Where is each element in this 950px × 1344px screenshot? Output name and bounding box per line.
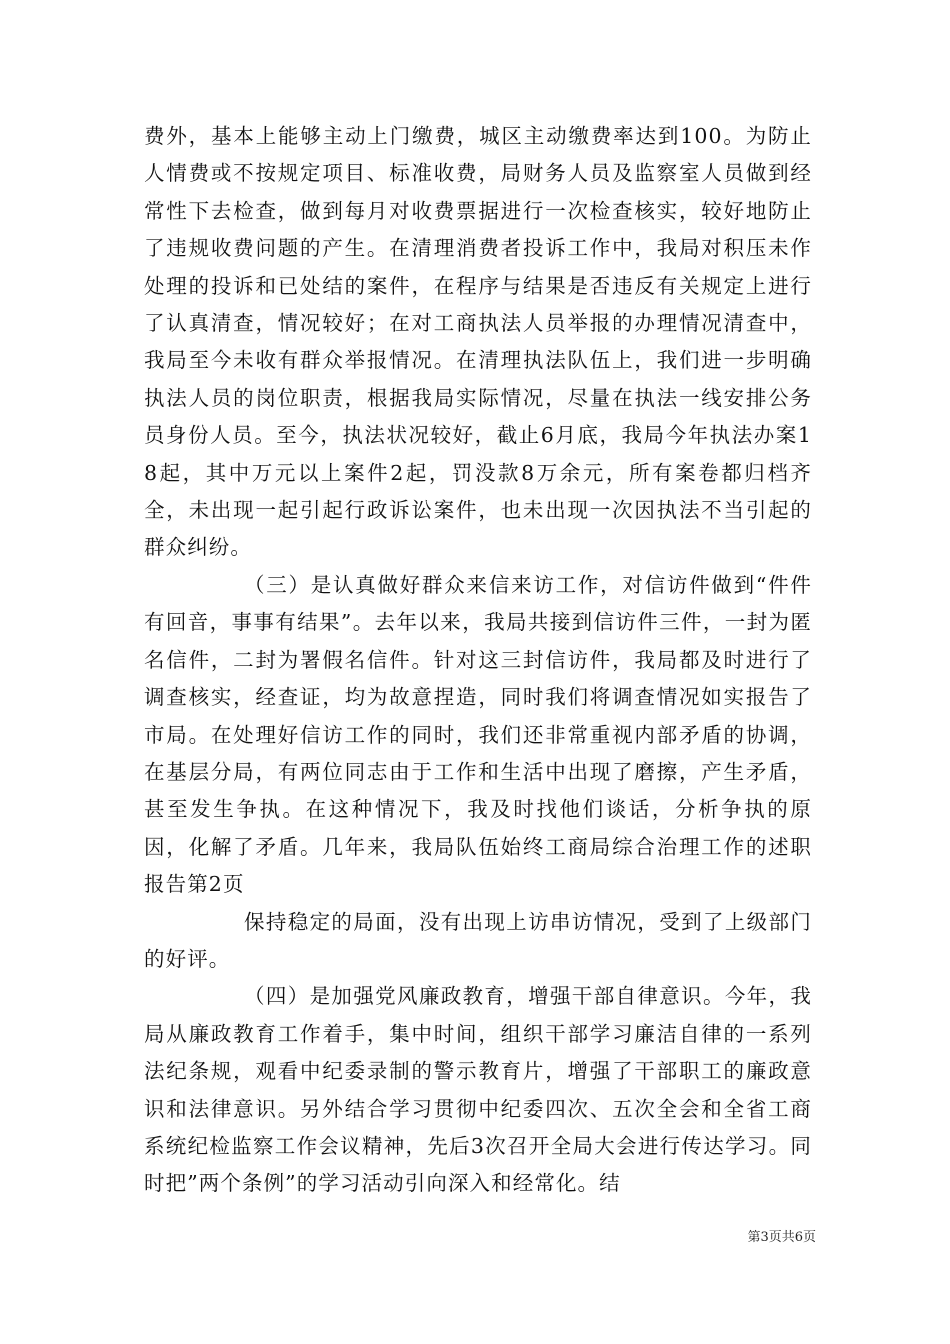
paragraph-section-three: （三）是认真做好群众来信来访工作，对信访件做到“件件有回音，事事有结果”。去年以来，我局共接到信访件三件，一封为匿名信件，二封为署假名信件。针对这三封信访件，我局都及时进行了调查核实，经查证，均为故意捏造，同时我们将调查情况如实报告了市局。在处理好信访工作的同时，我们还非常重视内部矛盾的协调，在基层分局，有两位同志由于工作和生活中出现了磨擦，产生矛盾，甚至发生争执。在这种情况下，我及时找他们谈话，分析争执的原因，化解了矛盾。几年来，我局队伍始终工商局综合治理工作的述职报告第2页 bbox=[144, 572, 812, 897]
page-number-footer: 第3页共6页 bbox=[747, 1230, 816, 1245]
body-text bbox=[144, 118, 812, 1203]
paragraph-continuation: 费外，基本上能够主动上门缴费，城区主动缴费率达到100。为防止人情费或不按规定项目、标准收费，局财务人员及监察室人员做到经常性下去检查，做到每月对收费票据进行一次检查核实，较好地防止了违规收费问题的产生。在清理消费者投诉工作中，我局对积压未作处理的投诉和已处结的案件，在程序与结果是否违反有关规定上进行了认真清查，情况较好；在对工商执法人员举报的办理情况清查中，我局至今未收有群众举报情况。在清理执法队伍上，我们进一步明确执法人员的岗位职责，根据我局实际情况，尽量在执法一线安排公务员身份人员。至今，执法状况较好，截止6月底，我局今年执法办案18起，其中万元以上案件2起，罚没款8万余元，所有案卷都归档齐全，未出现一起引起行政诉讼案件，也未出现一次因执法不当引起的群众纠纷。 bbox=[144, 124, 812, 560]
paragraph-section-four: （四）是加强党风廉政教育，增强干部自律意识。今年，我局从廉政教育工作着手，集中时间，组织干部学习廉洁自律的一系列法纪条规，观看中纪委录制的警示教育片，增强了干部职工的廉政意识和法律意识。另外结合学习贯彻中纪委四次、五次全会和全省工商系统纪检监察工作会议精神，先后3次召开全局大会进行传达学习。同时把”两个条例”的学习活动引向深入和经常化。结 bbox=[144, 984, 812, 1196]
paragraph-stability: 保持稳定的局面，没有出现上访串访情况，受到了上级部门的好评。 bbox=[144, 909, 812, 971]
